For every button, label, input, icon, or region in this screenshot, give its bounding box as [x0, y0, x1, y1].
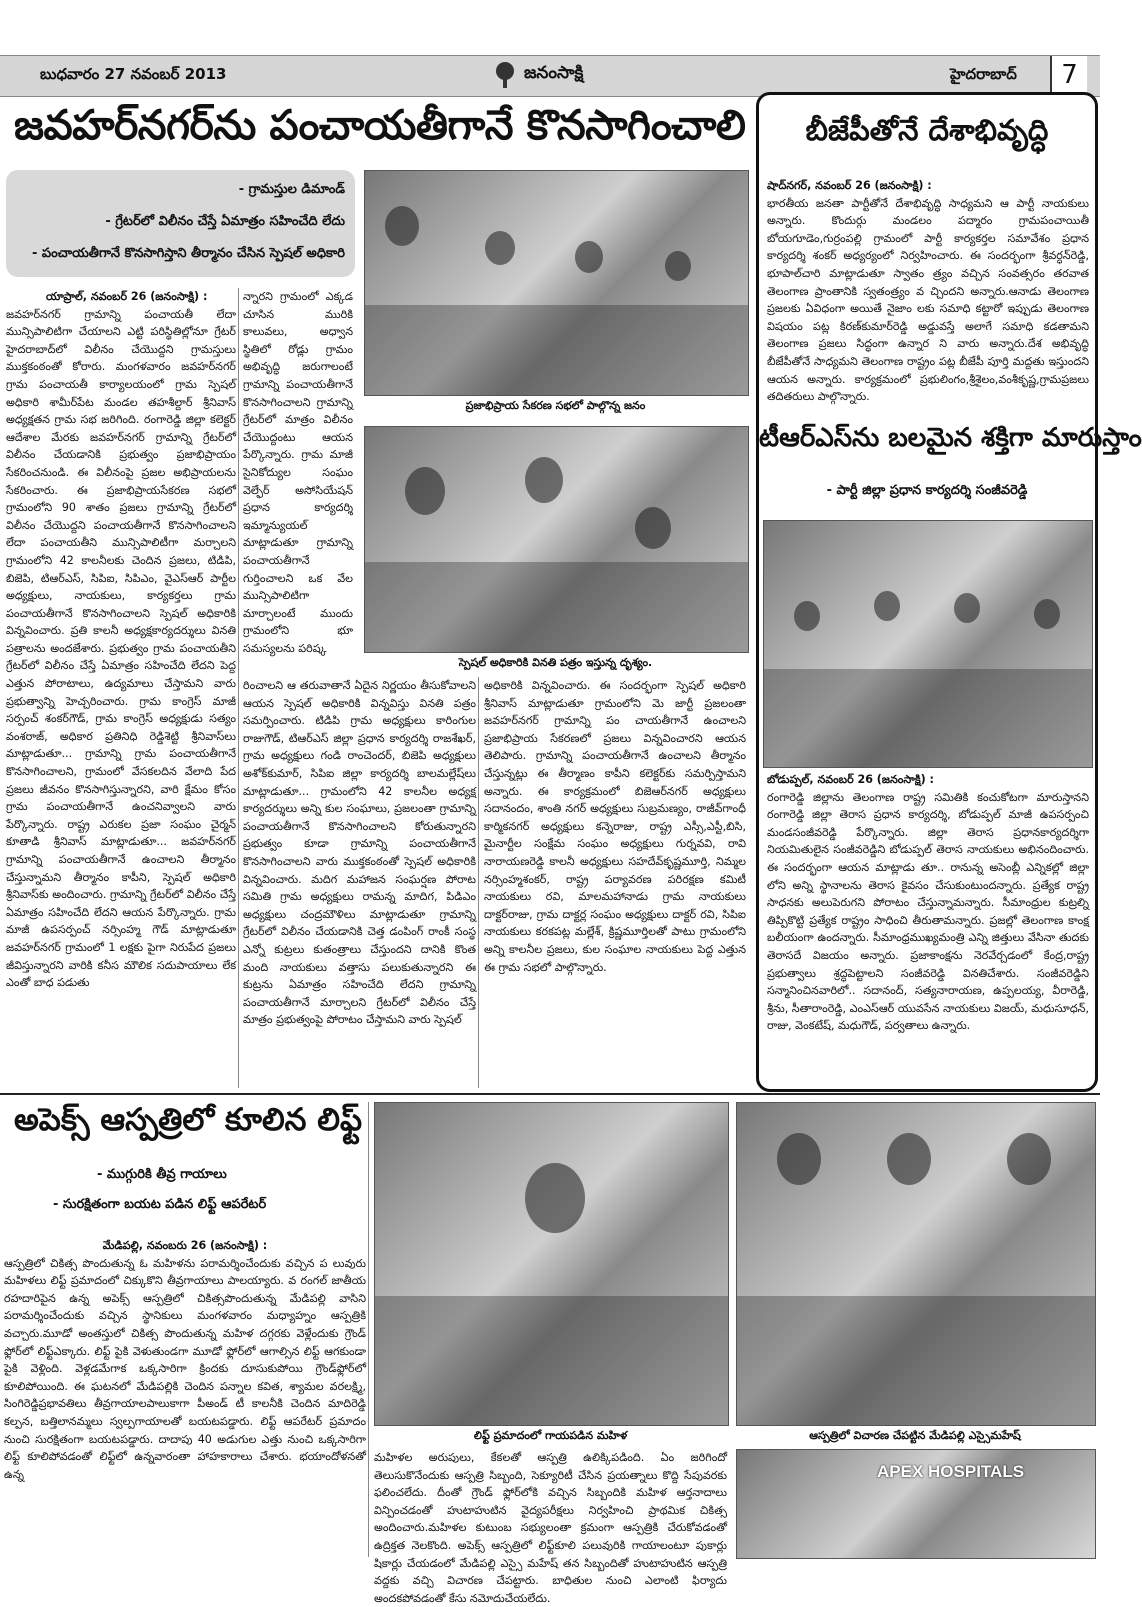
lift-subhead-2: - సురక్షితంగా బయట పడిన లిఫ్ట్ ఆపరేటర్ — [53, 1197, 267, 1212]
trs-headline: టీఆర్ఎస్‌ను బలమైన శక్తిగా మారుస్తాం — [759, 423, 1142, 453]
hospital-signboard: APEX HOSPITALS — [877, 1462, 1025, 1481]
lift-subhead-1: - ముగ్గురికి తీవ్ర గాయాలు — [97, 1167, 227, 1182]
trs-subhead: - పార్టీ జిల్లా ప్రధాన కార్యదర్శి సంజీవరెడ్డి — [826, 483, 1028, 498]
column-rule — [368, 1102, 369, 1557]
article-text: మహిళల అరుపులు, కేకలతో ఆస్పత్రి ఉలిక్కిపడింది. ఏం జరిగిందో తెలుసుకొనేందుకు ఆస్పత్రి సిబ్బంది, సెక్యూరిటీ చేసిన ప్రయత్నాలు కొద్ది సేపువరకు ఫలించలేదు. దీంతో గ్రౌండ్ ఫ్లోర్‌లోకి వచ్చిన సిబ్బందికి మహిళ ఆర్తనాదాలు విన్పించడంతో హుటాహుటిన వైద్యపరీక్షలు నిర్వహించి ప్రాథమిక చికిత్స అందించారు.మహిళల కుటుంబ సభ్యులంతా క్రమంగా ఆస్పత్రికి చేరుకోవడంతో ఉద్రిక్తత నెలకొంది. అపెక్స్ ఆస్పత్రిలో లిఫ్ట్‌కూలి పలువురికి గాయాలంటూ పుకార్లు షికార్లు చేయడంలో మేడిపల్లి ఎస్సై మహేష్ తన సిబ్బందితో హుటాహుటిన ఆస్పత్రి వద్దకు వచ్చి విచారణ చేపట్టారు. బాధితుల నుంచి ఎలాంటి ఫిర్యాదు అందకపోవడంతో కేసు నమోదుచేయలేదు. — [374, 1451, 727, 1605]
main-subhead-2: - గ్రేటర్‌లో విలీనం చేస్తే ఏమాత్రం సహించేది లేదు — [105, 214, 345, 229]
photo-caption: స్పెషల్ అధికారికి వినతి పత్రం ఇస్తున్న దృశ్యం. — [458, 656, 653, 669]
main-headline: జవహర్‌నగర్‌ను పంచాయతీగానే కొనసాగించాలి — [14, 101, 746, 149]
newspaper-name: జనంసాక్షి — [524, 63, 584, 83]
dateline: బోడుప్పల్, నవంబర్ 26 (జనంసాక్షి) : — [767, 773, 934, 786]
lift-headline: అపెక్స్ ఆస్పత్రిలో కూలిన లిఫ్ట్ — [14, 1102, 362, 1138]
section-divider — [0, 1093, 1100, 1095]
article-text: ఆస్పత్రిలో చికిత్స పొందుతున్న ఓ మహిళను పరామర్శించేందుకు వచ్చిన ప లువురు మహిళలు లిఫ్ట్ ప్రమాదంలో చిక్కుకొని తీవ్రగాయాలు పాలయ్యారు. వ రంగల్ జాతీయ రహదారిపైన ఉన్న అపెక్స్ ఆస్పత్రిలో చికిత్సపొందుతున్న మేడిపల్లి వాసిని పరామర్శించేందుకు వచ్చిన స్థానికులు మంగళవారం మధ్యాహ్నం ఆస్పత్రికి వచ్చారు.మూడో అంతస్తులో చికిత్స పొందుతున్న మహిళ దగ్గరకు వెళ్లేందుకు గ్రౌండ్ ఫ్లోర్‌లో లిఫ్ట్‌ఎక్కారు. లిఫ్ట్ పైకి వెళుతుండగా మూడో ఫ్లోర్‌లో ఆగాల్సిన లిఫ్ట్ ఆగకుండా పైకి వెళ్లింది. వెళ్లడమేగాక ఒక్కసారిగా క్రిందకు దూసుకుపోయి గ్రౌండ్‌ఫ్లోర్‌లో కూలిపోయింది. ఈ ఘటనలో మేడిపల్లికి చెందిన పన్నాల కవిత, శ్యామల వరలక్ష్మి, సింగిరెడ్డిప్రభావతిలు తీవ్రగాయాలపాలుకాగా పీఅండ్ టీ కాలనీకి చెందిన మాదిరెడ్డి కల్పన, బత్తిలానమ్మలు స్వల్పగాయాలతో బయటపడ్డారు. లిఫ్ట్ ఆపరేటర్ ప్రమాదం నుంచి సురక్షితంగా బయటపడ్డారు. దాదాపు 40 అడుగుల ఎత్తు నుంచి ఒక్కసారిగా లిఫ్ట్ కూలిపోవడంతో లిఫ్ట్‌లో ఉన్నవారంతా హాహకారాలు చేశారు. భయాందోళనతో ఉన్న — [4, 1256, 366, 1481]
column-rule — [478, 677, 479, 1088]
photo-caption: ప్రజాభిప్రాయ సేకరణ సభలో పాల్గొన్న జనం — [465, 399, 646, 412]
petition-handover-photo — [364, 426, 749, 653]
main-story-column-2a — [243, 288, 353, 666]
apex-hospital-photo — [736, 1449, 1096, 1559]
article-text: న్నారని గ్రామంలో ఎక్కడ చూసిన మురికి కాలువలు, అధ్వాన స్థితిలో రోడ్లు గ్రామం అభివృద్ధి జరుగాలంటే గ్రామాన్ని పంచాయతీగానే కొనసాగించాలని గ్రామాన్ని గ్రేటర్‌లో మాత్రం విలీనం చేయొద్దంటు ఆయన పేర్కొన్నారు. గ్రామ మాజీ సైనికోద్యుల సంఘం వెల్ఫేర్ అసోసియేషన్ ప్రధాన కార్యదర్శి ఇమ్మాన్యుయల్ మాట్లాడుతూ గ్రామాన్ని పంచాయతీగానే గుర్తించాలని ఒక వేల మున్సిపాలిటిగా మార్చాలంటే ముందు గ్రామంలోని భూ సమస్యలను పరిష్క — [243, 290, 353, 655]
main-story-column-2b — [243, 677, 476, 1090]
dateline: యాప్రాల్, నవంబర్ 26 (జనంసాక్షి) : — [46, 290, 208, 303]
right-news-box — [756, 92, 1142, 1092]
dateline: మేడిపల్లి, నవంబరు 26 (జనంసాక్షి) : — [102, 1239, 268, 1252]
tree-logo-icon — [490, 60, 520, 90]
article-text: రంగారెడ్డి జిల్లాను తెలంగాణ రాష్ట్ర సమితికి కంచుకోటగా మారుస్తానని రంగారెడ్డి జిల్లా తెరాస ప్రధాన కార్యదర్శి, బోడుప్పల్ మాజీ ఉపసర్పంచి మండసంజీవరెడ్డి పేర్కొన్నారు. జిల్లా తెరాస ప్రధానకార్యదర్శిగా నియమితులైన సంజీవరెడ్డిని బోడుప్పల్ తెరాస నాయకులు అభినందించారు. ఈ సందర్భంగా ఆయన మాట్లాడు తూ.. రానున్న అసెంబ్లీ ఎన్నికల్లో జిల్లా లోని అన్ని స్థానాలను తెరాస కైవసం చేసుకుంటుందన్నారు. ప్రత్యేక రాష్ట్ర సాధనకు అలుపెరుగని పోరాటం చేస్తున్నామన్నారు. సీమాంధ్రుల కుట్రల్ని తిప్పికొట్టి ప్రత్యేక రాష్ట్రం సాధించి తీరుతామన్నారు. ప్రజల్లో తెలంగాణ కాంక్ష బలీయంగా ఉందన్నారు. సీమాంధ్రముఖ్యమంత్రి ఎన్ని జిత్తులు వేసినా తుదకు తెరాసదే విజయం అన్నారు. ప్రజాకాంక్షను నెరవేర్చడంలో కేంద్ర,రాష్ట్ర ప్రభుత్వాలు శ్రద్ధపెట్టాలని సంజీవరెడ్డి వినతిచేశారు. సంజీవరెడ్డిని సన్మానించినవారిలో.. సదానంద్, సత్యనారాయణ, ఉప్పలయ్య, వీరారెడ్డి, శ్రీను, సీతారాంరెడ్డి, ఎంఎస్ఆర్ యువసేన నాయకులు విజయ్, మధుసూధన్, రాజు, వెంకటేష్, మధుగౌడ్, పర్వతాలు ఉన్నారు. — [767, 790, 1089, 1033]
issue-date: బుధవారం 27 నవంబర్ 2013 — [40, 65, 227, 83]
edition-city: హైదరాబాద్ — [950, 65, 1017, 83]
lift-story-column-1 — [4, 1237, 366, 1557]
column-rule — [238, 288, 239, 1088]
trs-story-text — [767, 771, 1089, 1081]
article-text: జవహర్‌నగర్ గ్రామాన్ని పంచాయతీ లేదా మున్సిపాలిటిగా చేయాలని ఎట్టి పరిస్థితిల్లోనూ గ్రేటర్ హైదరాబాద్‌లో విలీనం చేయొద్దని గ్రామస్తులు ముక్తకంఠంతో కోరారు. మంగళవారం జవహర్‌నగర్ గ్రామ పంచాయతీ కార్యాలయంలో గ్రామ స్పెషల్ అధికారి శామీర్‌పేట మండల తహశీల్దార్ శ్రీనివాస్ అధ్యక్షతన గ్రామ సభ జరిగింది. రంగారెడ్డి జిల్లా కలెక్టర్ ఆదేశాల మేరకు జవహర్‌నగర్ గ్రామాన్ని గ్రేటర్‌లో విలీనం చేయడానికి ప్రభుత్వం ప్రజాభిప్రాయం సేకరించనుండి. ఈ విలీనంపై ప్రజల అభిప్రాయలను సేకరించారు. ఈ ప్రజాభిప్రాయసేకరణ సభలో గ్రామంలోని 90 శాతం ప్రజలు గ్రామాన్ని గ్రేటర్‌లో విలీనం చేయొద్దని పంచాయతీగానే కొనసాగించాలని లేదా పంచాయతీని మున్సిపాలిటీగా మర్చాలని గ్రామంలోని 42 కాలనీలకు చెందిన ప్రజలు, టిడిపి, బిజెపి, టిఆర్ఎస్, సిపిఐ, సిపిఎం, వైఎస్ఆర్ పార్టీల అధ్యక్షులు, నాయకులు, కార్యకర్తలు గ్రామ పంచాయతీగానే కొనసాగించాలని స్పెషల్ అధికారికి విన్నవించారు. ప్రతి కాలనీ అధ్యక్షకార్యదర్శులు వినతి పత్రాలను అందజేశారు. ప్రభుత్వం గ్రామ పంచాయతీని గ్రేటర్‌లో విలీనం చేస్తే ఏమాత్రం సహించేది లేదని పెద్ద ఎత్తున పోరాటాలు, ఉద్యమాలు చేస్తామని వారు ప్రభుత్వాన్ని హెచ్చరించారు. గ్రామ కాంగ్రెస్ మాజీ సర్పంచ్ శంకర్‌గౌడ్, గ్రామ కాంగ్రెస్ అధ్యక్షుడు సత్యం వంశరాజ్, అధికార ప్రతినిధి రెడ్డిశెట్టి శ్రీనివాస్‌లు మాట్లాడుతూ... గ్రామాన్ని గ్రామ పంచాయతీగానే కొనసాగించాలని, గ్రామంలో వేసకలదిన వేలాది పేద ప్రజలు జీవనం కొనసాగిస్తున్నారని, వారి క్షేమం కోసం గ్రామ పంచాయతీగానే ఉంచనివ్వాలని వారు పేర్కొన్నారు. రాష్ట్ర ఎరుకల ప్రజా సంఘం చైర్మన్ కూతాడి శ్రీనివాస్ మాట్లాడుతూ... జవహర్‌నగర్ గ్రామాన్ని పంచాయతీగానే ఉంచాలని తీర్మానం చేస్తున్నామని తీర్మానం కాపీని, స్పెషల్ అధికారి శ్రీనివాస్‌కు అందించారు. గ్రామాన్ని గ్రేటర్‌లో విలీనం చేస్తే ఏమాత్రం సహించేది లేదని ఆయన పేర్కొన్నారు. గ్రామ మాజీ ఉపసర్పంచ్ నర్సింహ్మ గౌడ్ మాట్లాడుతూ జవహర్‌నగర్ గ్రామంలో 1 లక్షకు పైగా నిరుపేద ప్రజలు జీవిస్తున్నారని వారికి కనీస మౌలిక సదుపాయాలు లేక ఎంతో బాధ పడుతు — [6, 307, 236, 990]
article-text: రించాలని ఆ తరువాతానే ఏదైన నిర్ణయం తీసుకోవాలని ఆయన స్పెషల్ అధికారికి విన్నవిస్తు వినతి పత్రం సమర్పించారు. టిడిపి గ్రామ అధ్యక్షులు కారింగుల రాజుగౌడ్, టిఆర్ఎస్ జిల్లా ప్రధాన కార్యదర్శి రాజశేఖర్, గ్రామ అధ్యక్షులు గండి రాంచెందర్, బిజెపి అధ్యక్షులు అశోక్‌కుమార్, సిపిఐ జిల్లా కార్యదర్శి బాలమల్లేష్‌లు మాట్లాడుతూ... గ్రామంలోని 42 కాలనీల అధ్యక్ష కార్యదర్శులు అన్ని కుల సంఘాలు, ప్రజలంతా గ్రామాన్ని పంచాయతీగానే కొనసాగించాలని కోరుతున్నారని ప్రభుత్వం కూడా గ్రామాన్ని పంచాయతీగానే కొనసాగించాలని వారు ముక్తకంఠంతో స్పెషల్ అధికారికి విన్నవించారు. మదిగ మహాజన సంఘర్షణ పోరాట సమితి గ్రామ అధ్యక్షులు రామన్న మాదిగ, పిడిఎం అధ్యక్షులు చంద్రమౌళిలు మాట్లాడుతూ గ్రామాన్ని గ్రేటర్‌లో విలీనం చేయడానికి చెత్త డంపింగ్ రాంకీ సంస్థ ఎన్నో కుట్రలు కుతంత్రాలు చేస్తుందని దానికి కొంత మంది నాయకులు వత్తాసు పలుకుతున్నారని ఈ కుట్రను ఏమాత్రం సహించేది లేదని గ్రామాన్ని పంచాయతీగానే మార్చాలని గ్రేటర్‌లో విలీనం చేస్తే మాత్రం ప్రభుత్వంపై పోరాటం చేస్తామని వారు స్పెషల్ — [243, 679, 476, 1027]
trs-group-photo — [763, 520, 1093, 768]
newspaper-logo — [490, 58, 606, 92]
masthead — [0, 55, 1100, 97]
main-subhead-1: - గ్రామస్తుల డిమాండ్ — [238, 182, 345, 197]
main-subhead-3: - పంచాయతీగానే కొనసాగిస్తాని తీర్మానం చేసిన స్పెషల్ అధికారి — [31, 246, 345, 261]
bjp-headline: బీజేపీతోనే దేశాభివృద్ధి — [805, 113, 1049, 147]
article-text: భారతీయ జనతా పార్టీతోనే దేశాభివృద్ధి సాధ్యమని ఆ పార్టీ నాయకులు అన్నారు. కొందుర్గు మండలం పద్మారం గ్రామపంచాయితీ బోయగూడెం,గుర్రంపల్లి గ్రామంలో పార్టీ కార్యకర్తల సమావేశం ప్రధాన కార్యదర్శి శంకర్ అధ్యర్యంలో నిర్వహించారు. ఈ సందర్భంగా శ్రీవర్ధన్‌రెడ్డి, భూపాల్‌చారి మాట్లాడుతూ స్వాతం త్ర్యం వచ్చిన సంవత్సరం తరవాత తెలంగాణ ప్రాంతానికి స్వతంత్ర్యం వ చ్చిందని అన్నారు.ఆనాడు తెలంగాణ ప్రజలకు ఏవిధంగా అయితే నైజాం లకు సమాధి కట్టారో ఇప్పుడు తెలంగాణ విషయం పట్ల కిరణ్‌కుమార్‌రెడ్డి అడ్డువస్తే అలాగే సమాధి కడతామని తెలంగాణ ప్రజలు సిద్ధంగా ఉన్నార ని వారు అన్నారు.దేశ అభివృద్ధి బీజేపీతోనే సాధ్యమని తెలంగాణ రాష్ట్రం పట్ల బీజేపీ పూర్తి మద్దతు ఇస్తుందని ఆయన అన్నారు. కార్యక్రమంలో ప్రభులింగం,శ్రీశైలం,వంశీకృష్ణ,గ్రామప్రజలు తదితరులు పాల్గొన్నారు. — [767, 196, 1089, 404]
gram-sabha-crowd-photo — [364, 170, 749, 396]
main-subheads-box — [6, 170, 355, 277]
main-story-column-3 — [484, 677, 746, 1090]
main-story-column-1 — [6, 288, 236, 1090]
lift-story-column-2 — [374, 1449, 727, 1605]
dateline: షాద్‌నగర్, నవంబర్ 26 (జనంసాక్షి) : — [767, 179, 932, 192]
photo-caption: ఆస్పత్రిలో విచారణ చేపట్టిన మేడిపల్లి ఎస్సైమహేష్ — [809, 1429, 1021, 1442]
page-number: 7 — [1050, 56, 1087, 94]
photo-caption: లిఫ్ట్ ప్రమాదంలో గాయపడిన మహిళ — [473, 1429, 628, 1442]
article-text: అధికారికి విన్నవించారు. ఈ సందర్భంగా స్పెషల్ అధికారి శ్రీనివాస్ మాట్లాడుతూ గ్రామంలోని మె జార్టీ ప్రజలంతా జవహర్‌నగర్ గ్రామాన్ని పం చాయతీగానే ఉంచాలని ప్రజాభిప్రాయ సేకరణలో ప్రజలు విన్నవించారని ఆయన తెలిపారు. గ్రామాన్ని పంచాయతీగానే ఉంచాలని తీర్మానం చేస్తున్నట్లు ఈ తీర్మాణం కాపీని కలెక్టర్‌కు సమర్పిస్తామని అన్నారు. ఈ కార్యక్రమంలో బిజెఆర్‌నగర్ అధ్యక్షులు సదానందం, శాంతి నగర్ అధ్యక్షులు సుబ్రమణ్యం, రాజీవ్‌గాంధీ కార్మికనగర్ అధ్యక్షులు కన్నెరాజు, రాష్ట్ర ఎస్సీ,ఎస్టీ,బిసి, మైనార్టీల సంక్షేమ సంఘం అధ్యక్షులు గుర్నవవి, రావి నారాయణరెడ్డి కాలనీ అధ్యక్షులు సహదేవ్‌కృష్ణమూర్తి, నిమ్మల నర్సింహ్మశంకర్, రాష్ట్ర పర్యావరణ పరిరక్షణ కమిటీ నాయకులు రవి, మాలమహానాడు గ్రామ నాయకులు దాక్టర్‌రాజు, గ్రామ దాక్టర్ల సంఘం అధ్యక్షులు దాక్టర్ రవి, సిపిఐ నాయకులు కరకపట్ల మల్లేశ్, క్రిష్ణమూర్తిలతో పాటు గ్రామంలోని అన్ని కాలనీల ప్రజలు, కుల సంఘాల నాయకులు పెద్ద ఎత్తున ఈ గ్రామ సభలో పాల్గొన్నారు. — [484, 679, 746, 974]
injured-woman-photo — [374, 1102, 729, 1426]
police-inquiry-photo — [736, 1102, 1096, 1426]
